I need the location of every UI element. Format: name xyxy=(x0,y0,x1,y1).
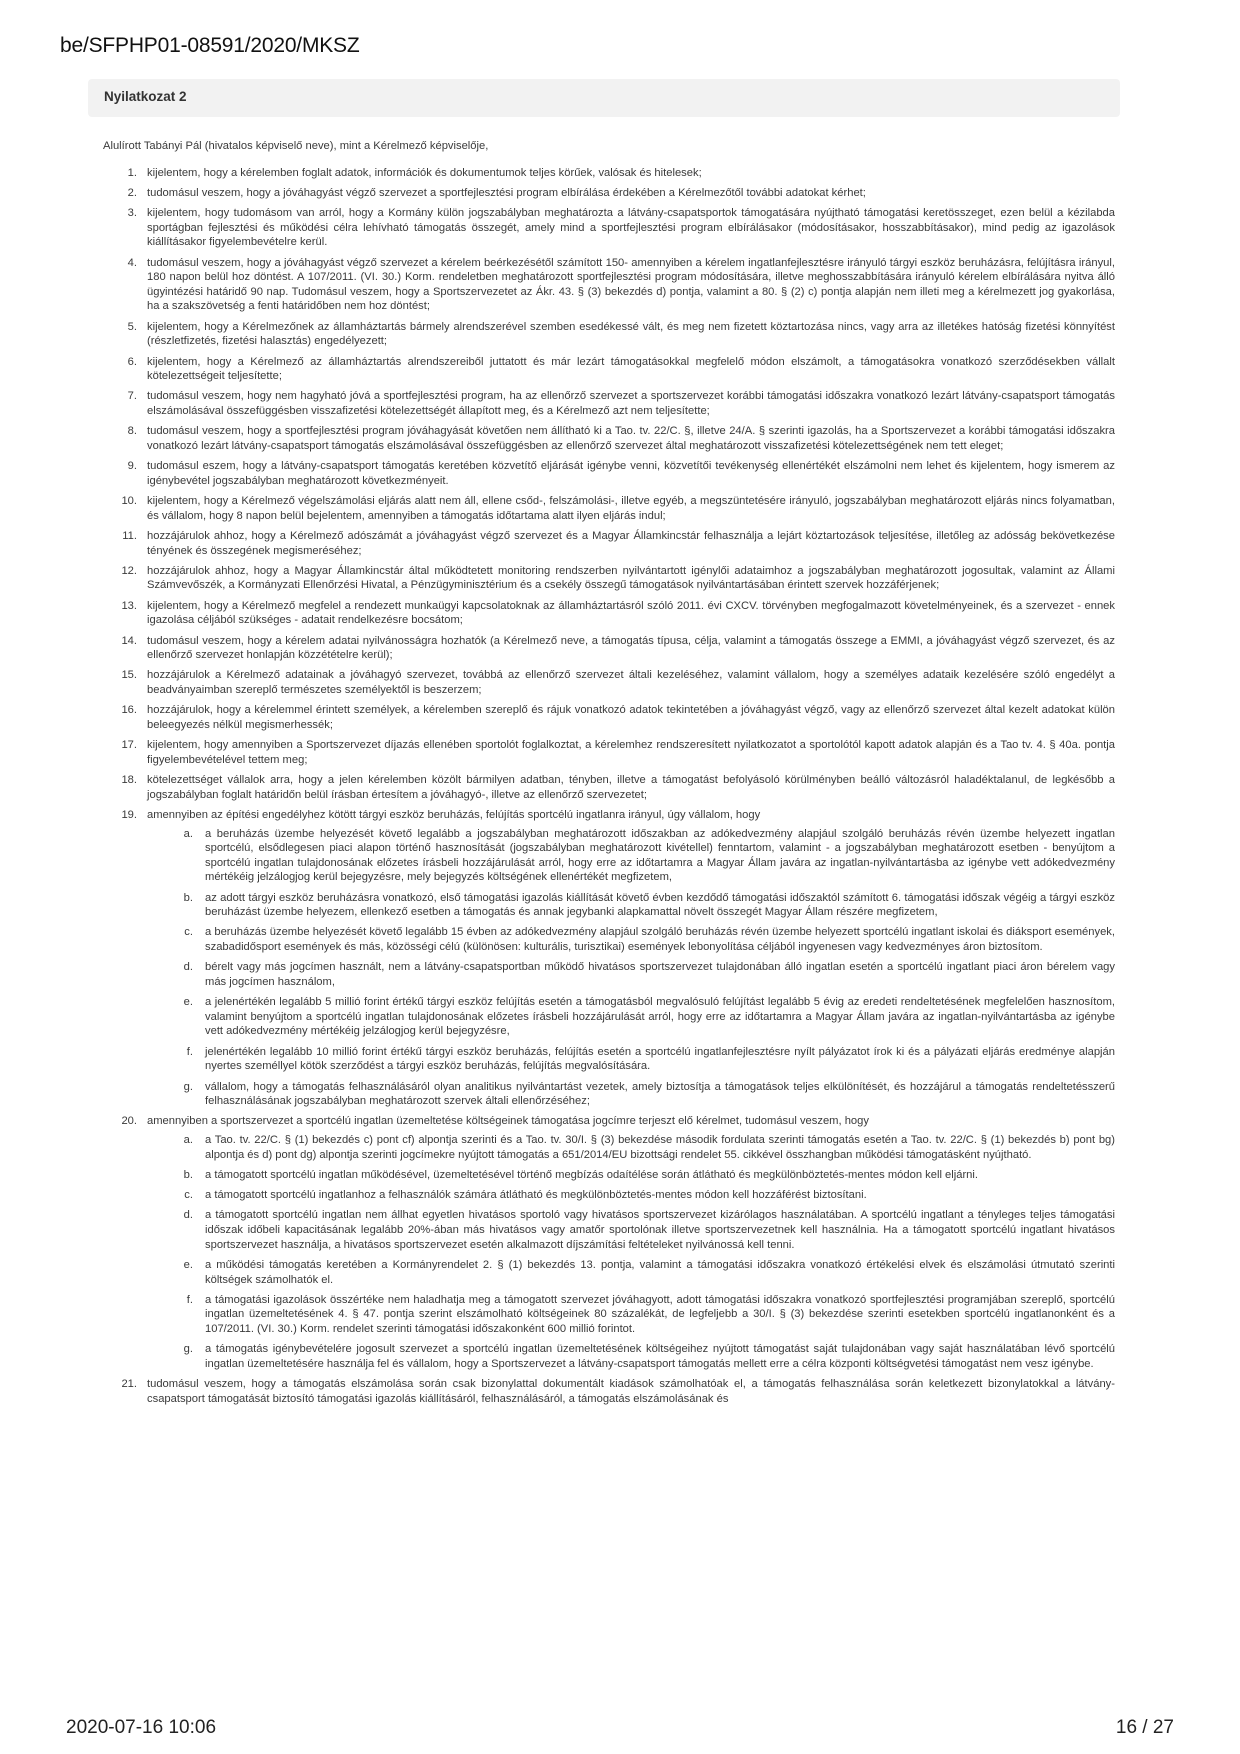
sub-item-text: a beruházás üzembe helyezését követő legalább a jogszabályban meghatározott időszakban az adókedvezmény alapjául szolgáló beruházás révén üzembe helyezett ingatlan sportcélú, elsődlegesen piaci alapon történő hasznosítását (jogszabályban meghatározott kivétellel) fenntartom, valamint - a jogszabályban meghatározott esetben - benyújtom a sportcélú ingatlan tulajdonosának előzetes írásbeli hozzájárulását arról, hogy erre az időtartamra a Magyar Állam javára az ingatlan-nyilvántartásba az igénybe vett adókedvezmény mértékéig jelzálogjog kerül bejegyzésre, mely bejegyzés költségének ellenértékét megfizetem, xyxy=(205,827,1115,884)
item-text: hozzájárulok, hogy a kérelemmel érintett személyek, a kérelemben szereplő és rájuk vonatkozó adatok tekintetében a jóváhagyást végző, vagy az ellenőrző szervezet által kezelt adatokat külön beleegyezés nélkül megismerhessék; xyxy=(147,704,1115,731)
declaration-item xyxy=(103,634,1115,663)
item-number: 8. xyxy=(127,425,137,438)
item-text: kijelentem, hogy a Kérelmező az államháztartás alrendszereiből juttatott és már lezárt támogatásokkal megfelelő módon elszámolt, a támogatásokra vonatkozó szerződésekben vállalt kötelezettségeit teljesítette; xyxy=(147,355,1115,383)
item-number: 20. xyxy=(121,1115,137,1128)
sub-item xyxy=(147,1188,1115,1203)
sub-item-text: a támogatott sportcélú ingatlan nem állhat egyetlen hivatásos sportoló vagy hivatásos sportszervezet kizárólagos használatában. A sportcélú ingatlant a tényleges teljes támogatási időszak időbeli kapacitásának legalább 20%-ában más hivatásos vagy amatőr sportolónak illetve sportszervezetnek kell használnia. Ha a támogatott sportcélú ingatlant hivatásos sportszervezet használja, a hivatásos sportszervezet esetén alkalmazott díjszámítási feltételeket nyilvánossá kell tenni. xyxy=(205,1209,1115,1251)
sub-item xyxy=(147,925,1115,954)
footer-datetime: 2020-07-16 10:06 xyxy=(66,1717,217,1738)
sub-item xyxy=(147,960,1115,989)
item-number: 21. xyxy=(121,1378,137,1391)
declaration-item xyxy=(103,424,1115,453)
declaration-item xyxy=(103,459,1115,488)
sub-item xyxy=(147,1258,1115,1287)
item-number: 17. xyxy=(121,739,137,752)
item-number: 16. xyxy=(121,704,137,717)
declaration-item xyxy=(103,599,1115,628)
sub-item-letter: c. xyxy=(184,1189,193,1202)
declaration-item xyxy=(103,206,1115,250)
intro-text: Alulírott Tabányi Pál (hivatalos képviselő neve), mint a Kérelmező képviselője, xyxy=(103,140,489,152)
sub-item xyxy=(147,891,1115,920)
declaration-item xyxy=(103,320,1115,349)
sub-item-text: vállalom, hogy a támogatás felhasználásáról olyan analitikus nyilvántartást vezetek, amely biztosítja a támogatások teljes elkülönítését, és hozzájárul a támogatás rendeltetésszerű felhasználásának jogszabályban meghatározott szervek általi ellenőrzéséhez; xyxy=(205,1080,1115,1108)
sub-item xyxy=(147,827,1115,885)
sub-list xyxy=(147,1133,1115,1371)
sub-item-letter: c. xyxy=(184,926,193,939)
declaration-content xyxy=(103,139,1115,1412)
sub-item-text: a támogatás igénybevételére jogosult szervezet a sportcélú ingatlan üzemeltetésének költségeihez nyújtott támogatást saját tulajdonában vagy saját használatában lévő sportcélú ingatlan üzemeltetésére használja fel és vállalom, hogy a Sportszervezet a látvány-csapatsport támogatás mellett erre a célra központi költségvetési támogatást nem vesz igénybe. xyxy=(205,1343,1115,1370)
item-number: 1. xyxy=(127,166,137,179)
declaration-item xyxy=(103,668,1115,697)
sub-item-letter: f. xyxy=(186,1045,193,1058)
item-number: 3. xyxy=(127,207,137,220)
sub-item-text: a támogatott sportcélú ingatlanhoz a felhasználók számára átlátható és megkülönböztetés-mentes módon kell hozzáférést biztosítani. xyxy=(205,1189,867,1202)
declaration-item xyxy=(103,529,1115,558)
sub-item xyxy=(147,1293,1115,1337)
declaration-item xyxy=(103,355,1115,384)
sub-item-letter: e. xyxy=(183,996,193,1009)
item-text: tudomásul veszem, hogy a jóváhagyást végző szervezet a kérelem beérkezésétől számított 150- amennyiben a kérelem ingatlanfejlesztésre irányuló tárgyi eszköz beruházásra, felújításra irányul, 180 napon belül hoz döntést. A 107/2011. (VI. 30.) Korm. rendeletben meghatározott sportfejlesztési program módosítására, illetve meghosszabbítására irányuló kérelem elbírálására nyitva álló ügyintézési határidő 90 nap. Tudomásul veszem, hogy a Sportszervezetet az Ákr. 43. § (3) bekezdés d) pontja, valamint a 80. § (2) c) pontja alapján nem illeti meg a kérelmezett jog gyakorlása, ha a szakszövetség a fenti határidőben nem hoz döntést; xyxy=(147,256,1115,313)
sub-item-text: a támogatott sportcélú ingatlan működésével, üzemeltetésével történő megbízás odaítélése során átlátható és megkülönböztetés-mentes módon kell eljárni. xyxy=(205,1168,979,1181)
declaration-list xyxy=(103,166,1115,1407)
item-number: 9. xyxy=(127,460,137,473)
sub-item-letter: a. xyxy=(183,827,193,840)
declaration-item xyxy=(103,186,1115,201)
item-text: kötelezettséget vállalok arra, hogy a jelen kérelemben közölt bármilyen adatban, tényben, illetve a támogatást befolyásoló körülményben beálló változásról haladéktalanul, de legkésőbb a jogszabályban foglalt határidőn belül írásban értesítem a jóváhagyó-, illetve az ellenőrző szervezetet; xyxy=(147,774,1115,801)
item-text: tudomásul veszem, hogy a sportfejlesztési program jóváhagyását követően nem állítható ki a Tao. tv. 22/C. §, illetve 24/A. § szerinti igazolás, ha a Sportszervezet a korábbi támogatási időszakra vonatkozó lezárt látvány-csapatsport támogatás elszámolásával összefüggésben az ellenőrző szervezet által meghatározott visszafizetési kötelezettségének nem tett eleget; xyxy=(147,425,1115,452)
sub-item xyxy=(147,1208,1115,1252)
sub-item-text: a jelenértékén legalább 5 millió forint értékű tárgyi eszköz felújítás esetén a támogatásból megvalósuló felújítást legalább 5 évig az eredeti rendeltetésének megfelelően hasznosítom, valamint benyújtom a sportcélú ingatlan tulajdonosának előzetes írásbeli hozzájárulását arról, hogy erre az időtartamra a Magyar Állam javára az ingatlan-nyilvántartásba az igénybe vett adókedvezmény mértékéig jelzálogjog kerül bejegyzésre, xyxy=(205,996,1115,1038)
item-number: 19. xyxy=(121,808,137,821)
item-number: 5. xyxy=(127,320,137,333)
item-text: hozzájárulok a Kérelmező adatainak a jóváhagyó szervezet, továbbá az ellenőrző szervezet általi kezeléséhez, valamint vállalom, hogy a személyes adataik kezelésére szóló engedélyt a beadványaimban szereplő természetes személyektől is beszerzem; xyxy=(147,669,1115,697)
declaration-item xyxy=(103,1377,1115,1406)
item-text: tudomásul veszem, hogy nem hagyható jóvá a sportfejlesztési program, ha az ellenőrző szervezet a sportszervezet korábbi támogatási időszakra vonatkozó lezárt látvány-csapatsport támogatás elszámolásával összefüggésben visszafizetési kötelezettségét állapított meg, és a Kérelmező azt nem teljesítette; xyxy=(147,390,1115,418)
declaration-item xyxy=(103,773,1115,802)
item-number: 4. xyxy=(127,256,137,269)
sub-item-letter: b. xyxy=(183,1168,193,1181)
document-id: be/SFPHP01-08591/2020/MKSZ xyxy=(60,34,360,57)
item-text: tudomásul veszem, hogy a kérelem adatai nyilvánosságra hozhatók (a Kérelmező neve, a támogatás típusa, célja, valamint a támogatás összege a EMMI, a jóváhagyást végző szervezet, és az ellenőrző szervezet honlapján közzétételre kerül); xyxy=(147,634,1115,662)
item-text: kijelentem, hogy a Kérelmező végelszámolási eljárás alatt nem áll, ellene csőd-, felszámolási-, illetve egyéb, a megszüntetésére irányuló, jogszabályban meghatározott eljárás nincs folyamatban, és vállalom, hogy 8 napon belül bejelentem, amennyiben a támogatás időtartama alatt ilyen eljárás indul; xyxy=(147,495,1115,522)
item-text: kijelentem, hogy tudomásom van arról, hogy a Kormány külön jogszabályban meghatározta a látvány-csapatsportok támogatására nyújtható támogatási keretösszeget, ezen belül a kézilabda sportágban fejlesztési és működési célra lehívható támogatás összegét, amely mind a sportfejlesztési program elbírálásakor (módosításakor, hosszabbításakor), mind pedig az igazolások kiállításakor figyelembevételre kerül. xyxy=(147,207,1115,249)
sub-item-text: bérelt vagy más jogcímen használt, nem a látvány-csapatsportban működő hivatásos sportszervezet tulajdonában álló ingatlan esetén a sportcélú ingatlant piaci áron bérelem vagy más jogcímen használom, xyxy=(205,961,1115,988)
sub-item-text: a támogatási igazolások összértéke nem haladhatja meg a támogatott szervezet jóváhagyott, adott támogatási időszakra vonatkozó sportfejlesztési programjában szereplő, sportcélú ingatlan üzemeltetésének 4. § 47. pontja szerint elszámolható költségeinek 80 százalékát, de legfeljebb a 30/I. § (3) bekezdése szerinti esetekben sportcélú ingatlanonként és a 107/2011. (VI. 30.) Korm. rendelet szerinti támogatási időszakonként 600 millió forintot. xyxy=(205,1293,1115,1335)
declaration-item xyxy=(103,166,1115,181)
item-text: amennyiben az építési engedélyhez kötött tárgyi eszköz beruházás, felújítás sportcélú ingatlanra irányul, úgy vállalom, hogy xyxy=(147,808,761,821)
sub-item-letter: g. xyxy=(183,1343,193,1356)
item-text: kijelentem, hogy a Kérelmező megfelel a rendezett munkaügyi kapcsolatoknak az államháztartásról szóló 2011. évi CXCV. törvényben megfogalmazott követelményeinek, és a szervezet - ennek igazolása céljából szükséges - adatait rendelkezésre bocsátom; xyxy=(147,599,1115,627)
sub-item-letter: d. xyxy=(183,1209,193,1222)
sub-item xyxy=(147,995,1115,1039)
sub-item xyxy=(147,1045,1115,1074)
item-number: 11. xyxy=(122,529,137,542)
sub-item-letter: d. xyxy=(183,961,193,974)
item-text: kijelentem, hogy a Kérelmezőnek az államháztartás bármely alrendszerével szemben esedékessé vált, és meg nem fizetett köztartozása nincs, vagy arra az illetékes hatóság fizetési könnyítést (részletfizetés, fizetési halasztás) engedélyezett; xyxy=(147,320,1115,348)
sub-item xyxy=(147,1133,1115,1162)
declaration-item xyxy=(103,1114,1115,1371)
sub-item xyxy=(147,1080,1115,1109)
item-number: 6. xyxy=(127,355,137,368)
sub-list xyxy=(147,827,1115,1109)
item-text: tudomásul eszem, hogy a látvány-csapatsport támogatás keretében közvetítő eljárását igénybe venni, közvetítői tevékenység ellenértékét elszámolni nem lehet és kijelentem, hogy ismerem az igénybevétel jogszabályban meghatározott következményeit. xyxy=(147,460,1115,487)
item-number: 14. xyxy=(121,634,137,647)
item-number: 10. xyxy=(121,495,137,508)
sub-item-text: a Tao. tv. 22/C. § (1) bekezdés c) pont cf) alpontja szerinti és a Tao. tv. 30/I. § (3) bekezdése második fordulata szerinti támogatás esetén a Tao. tv. 22/C. § (1) bekezdés b) pont bg) alpontja és d) pont dg) alpontja szerinti jogcímekre nyújtott támogatás a 651/2014/EU bizottsági rendelet 55. cikkével összhangban működési támogatásként nyújtható. xyxy=(205,1134,1115,1161)
item-text: kijelentem, hogy amennyiben a Sportszervezet díjazás ellenében sportolót foglalkoztat, a kérelemhez rendszeresített nyilatkozatot a sportolótól kapott adatok alapján és a Tao tv. 4. § 40a. pontja figyelembevételével tettem meg; xyxy=(147,739,1115,766)
declaration-item xyxy=(103,703,1115,732)
item-text: hozzájárulok ahhoz, hogy a Magyar Államkincstár által működtetett monitoring rendszerben nyilvántartott igénylői adataimhoz a jogszabályban meghatározott jogosultak, valamint az Állami Számvevőszék, a Kormányzati Ellenőrzési Hivatal, a Pénzügyminisztérium és a csekély összegű támogatások nyilvántartásában érintett szervek hozzáférjenek; xyxy=(147,564,1115,592)
item-number: 18. xyxy=(121,774,137,787)
item-number: 12. xyxy=(121,564,137,577)
sub-item-text: jelenértékén legalább 10 millió forint értékű tárgyi eszköz beruházás, felújítás esetén a sportcélú ingatlanfejlesztésre nyílt pályázatot írok ki és a pályázati eljárás eredménye alapján nyertes személlyel kötök szerződést a tárgyi eszköz beruházás, felújítás megvalósítására. xyxy=(205,1045,1115,1073)
section-title: Nyilatkozat 2 xyxy=(104,89,187,104)
item-text: tudomásul veszem, hogy a jóváhagyást végző szervezet a sportfejlesztési program elbírálása érdekében a Kérelmezőtől további adatokat kérhet; xyxy=(147,186,866,199)
item-text: kijelentem, hogy a kérelemben foglalt adatok, információk és dokumentumok teljes körűek, valósak és hitelesek; xyxy=(147,166,702,179)
declaration-item xyxy=(103,808,1115,1109)
sub-item-text: az adott tárgyi eszköz beruházásra vonatkozó, első támogatási igazolás kiállítását követő évben kezdődő támogatási időszaktól számított 6. támogatási időszak végéig a tárgyi eszköz beruházást üzembe helyezem, ellenkező esetben a támogatás és annak jegybanki alapkamattal növelt összegét Magyar Állam részére megfizetem, xyxy=(205,891,1115,919)
item-number: 2. xyxy=(127,186,137,199)
sub-item-text: a beruházás üzembe helyezését követő legalább 15 évben az adókedvezmény alapjául szolgáló beruházás révén üzembe helyezett sportcélú ingatlant iskolai és diáksport események, szabadidősport események és más, közösségi célú (különösen: kulturális, turisztikai) események lebonyolítása céljából ingyenesen vagy kedvezményes áron biztosítom. xyxy=(205,926,1115,954)
sub-item-letter: g. xyxy=(183,1080,193,1093)
footer-page-number: 16 / 27 xyxy=(1115,1717,1174,1738)
declaration-item xyxy=(103,494,1115,523)
item-text: tudomásul veszem, hogy a támogatás elszámolása során csak bizonylattal dokumentált kiadások számolhatóak el, a támogatás felhasználása során keletkezett bizonylatokkal a látvány-csapatsport támogatását biztosító támogatási igazolás kiállításáról, felhasználásáról, a támogatás elszámolásának és xyxy=(147,1378,1115,1405)
sub-item-letter: a. xyxy=(183,1134,193,1147)
item-number: 15. xyxy=(121,669,137,682)
declaration-item xyxy=(103,389,1115,418)
sub-item-text: a működési támogatás keretében a Kormányrendelet 2. § (1) bekezdés 13. pontja, valamint a támogatási időszakra vonatkozó értékelési elvek és elszámolási útmutató szerinti költségek számolhatók el. xyxy=(205,1258,1115,1286)
item-number: 7. xyxy=(127,390,137,403)
sub-item-letter: f. xyxy=(186,1293,193,1306)
sub-item xyxy=(147,1168,1115,1183)
item-number: 13. xyxy=(121,599,137,612)
item-text: hozzájárulok ahhoz, hogy a Kérelmező adószámát a jóváhagyást végző szervezet és a Magyar Államkincstár felhasználja a lejárt köztartozások teljesítése, illetőleg az adósság bekövetkezése tényének és összegének megismeréséhez; xyxy=(147,529,1115,557)
item-text: amennyiben a sportszervezet a sportcélú ingatlan üzemeltetése költségeinek támogatása jogcímre terjeszt elő kérelmet, tudomásul veszem, hogy xyxy=(147,1115,869,1128)
sub-item-letter: b. xyxy=(183,891,193,904)
section-header xyxy=(88,79,1120,117)
sub-item xyxy=(147,1342,1115,1371)
declaration-item xyxy=(103,256,1115,314)
declaration-item xyxy=(103,564,1115,593)
sub-item-letter: e. xyxy=(183,1258,193,1271)
declaration-item xyxy=(103,738,1115,767)
